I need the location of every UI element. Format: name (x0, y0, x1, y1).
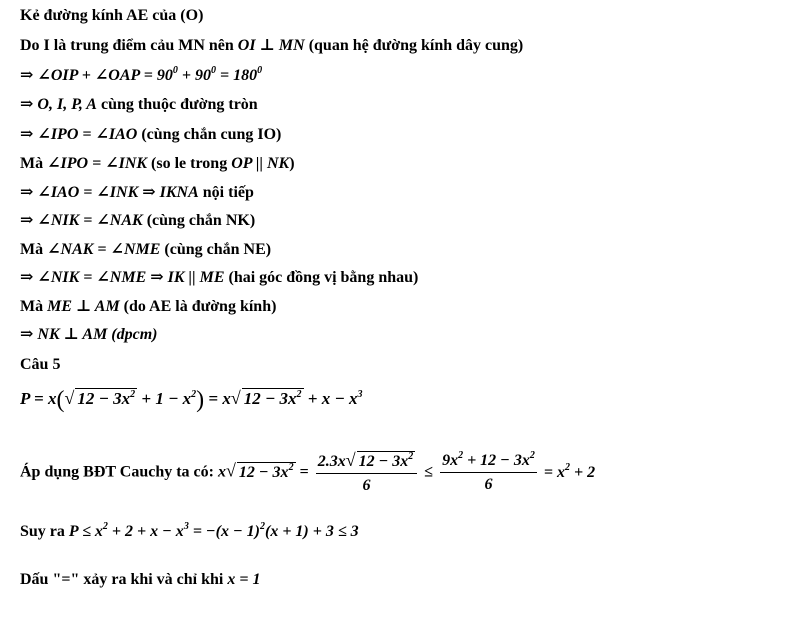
math-oi-perp-mn: OI ⊥ MN (237, 37, 305, 54)
line-nik-nak: ⇒ ∠NIK = ∠NAK (cùng chắn NK) (20, 212, 256, 229)
line-nak-nme: Mà ∠NAK = ∠NME (cùng chắn NE) (20, 241, 272, 258)
text-same-arc-io: (cùng chắn cung IO) (141, 126, 282, 143)
math-nik-eq-nak: ∠NIK = ∠NAK (37, 212, 143, 229)
text-ae-diameter: (do AE là đường kính) (123, 298, 277, 315)
math-nak-eq-nme: ∠NAK = ∠NME (47, 241, 161, 258)
text-same-arc-nk: (cùng chắn NK) (146, 212, 256, 229)
math-p-eq-x: P = x (20, 389, 57, 408)
section-heading (20, 355, 60, 375)
math-nk-perp-am-qed: NK ⊥ AM (dpcm) (37, 326, 158, 343)
line-me-perp-am: Mà ME ⊥ AM (do AE là đường kính) (20, 298, 277, 315)
heading-cau-5: Câu 5 (20, 356, 61, 373)
math-me-perp-am: ME ⊥ AM (47, 298, 120, 315)
text-suy-ra: Suy ra (20, 523, 65, 540)
math-ipo-eq-ink: ∠IPO = ∠INK (47, 155, 148, 172)
text-draw-diameter: Kẻ đường kính AE của (O) (20, 7, 204, 24)
math-iao-ink-ikna: ∠IAO = ∠INK ⇒ IKNA (37, 184, 199, 201)
line-ipo-iao: ⇒ ∠IPO = ∠IAO (cùng chắn cung IO) (20, 126, 282, 143)
math-angle-sum: ∠OIP + ∠OAP = 90 (37, 67, 173, 84)
text-equality-condition: Dấu "=" xảy ra khi và chỉ khi (20, 571, 224, 588)
line-concyclic: ⇒ O, I, P, A cùng thuộc đường tròn (20, 96, 258, 113)
math-p-bound: P ≤ x (68, 523, 103, 540)
line-cauchy: Áp dụng BĐT Cauchy ta có: x√ $12 - 3x^2$ = $\frac{2.3x√ 12 - 3x^2}{6}$ ≤ $\frac{9x^2 + 12 - 3x^2}{6}$ = $x^2 + 2$ (20, 450, 596, 494)
line-midpoint (20, 36, 523, 56)
line-p-expression: P = x(√ $12 - 3x^2 + 1 - x^2) = x√$ $12 - 3x^2 + x - x^3$ (20, 387, 363, 413)
text-cyclic: nội tiếp (202, 184, 254, 201)
line-ipo-ink: Mà ∠IPO = ∠INK (so le trong OP || NK) (20, 155, 295, 172)
line-conclusion: ⇒ NK ⊥ AM (dpcm) (20, 326, 158, 343)
math-ipo-eq-iao: ∠IPO = ∠IAO (37, 126, 138, 143)
text-reason-diameter-chord: (quan hệ đường kính dây cung) (308, 37, 524, 54)
implies-symbol: ⇒ (20, 67, 34, 84)
line-inference: Suy ra $P \le x^2 + 2 + x - x^3 = -(x - 1)^2(x + 1) + 3 \le 3$ (20, 521, 359, 540)
text-midpoint: Do I là trung điểm cảu MN nên (20, 37, 234, 54)
line-equality (20, 570, 261, 590)
line-draw-diameter (20, 6, 203, 26)
text-cauchy: Áp dụng BĐT Cauchy ta có: (20, 463, 214, 481)
text-corresponding-angles: (hai góc đồng vị bằng nhau) (228, 269, 419, 286)
fraction-cauchy-1: $\frac{2.3x√ 12 - 3x^2}{6}$ (316, 450, 418, 496)
fraction-cauchy-2: $\frac{9x^2 + 12 - 3x^2}{6}$ (442, 450, 535, 493)
math-points-oipa: O, I, P, A (37, 96, 97, 113)
text-concyclic: cùng thuộc đường tròn (100, 96, 258, 113)
math-x-eq-1: x = 1 (227, 571, 261, 588)
line-ikna-cyclic: ⇒ ∠IAO = ∠INK ⇒ IKNA nội tiếp (20, 184, 254, 201)
line-angle-sum: ⇒ ∠OIP + ∠OAP = $90^0 + 90^0 = 180^0$ (20, 65, 263, 84)
text-same-arc-ne: (cùng chắn NE) (164, 241, 272, 258)
line-ik-parallel-me: ⇒ ∠NIK = ∠NME ⇒ IK || ME (hai góc đồng vị bằng nhau) (20, 269, 419, 286)
math-nik-nme-ik-me: ∠NIK = ∠NME ⇒ IK || ME (37, 269, 225, 286)
math-op-parallel-nk: OP || NK (231, 155, 290, 172)
